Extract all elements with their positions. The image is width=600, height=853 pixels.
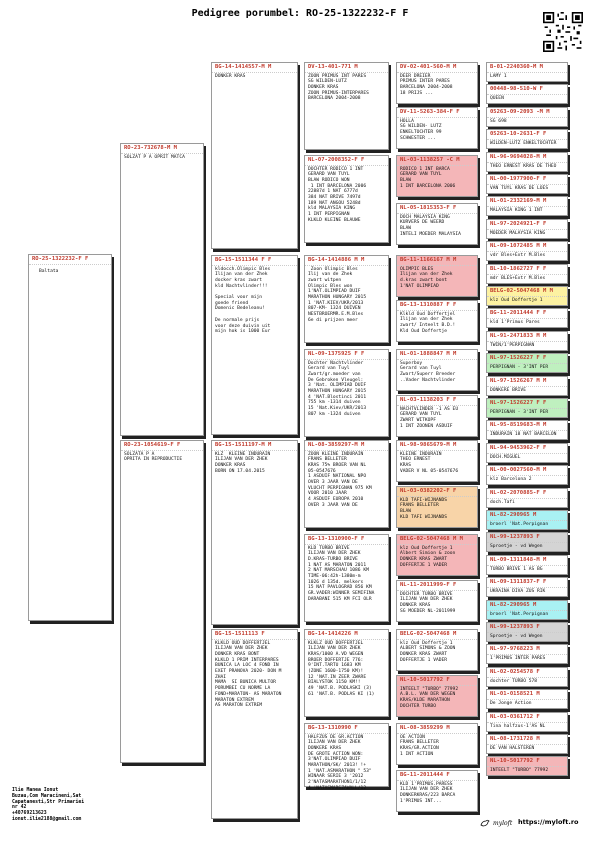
pigeon-description: broerl 'Nat.Perpignan <box>490 521 549 527</box>
pedigree-card-gen5[interactable] <box>486 62 568 82</box>
pedigree-card-gen3[interactable] <box>304 723 389 791</box>
ring-number: NL-08-1731728 M <box>487 735 567 745</box>
ring-number: NL-08-3859297-M M <box>305 441 388 451</box>
ring-number: BELG-02-5047468 M M <box>487 287 567 297</box>
ring-number: NL-00-0027560-M M <box>487 466 567 476</box>
ring-number: BL-10-1862727 F F <box>487 265 567 275</box>
pedigree-card-gen4[interactable] <box>396 255 478 297</box>
pedigree-card-gen5[interactable] <box>486 84 568 104</box>
pedigree-card-gen4[interactable] <box>396 486 478 528</box>
pigeon-description: PERPIGNAN - 3'INT PER <box>490 409 549 415</box>
ring-number: DV-13-401-771 M <box>305 63 388 73</box>
ring-number: NL-82-290965 M <box>487 511 567 521</box>
pigeon-description: INTEELT "TURBO" 77992 <box>490 767 549 773</box>
pedigree-card-gen5[interactable] <box>486 443 568 463</box>
pigeon-description: SOLZATA P A OPRITA IN REPRODUCTIE <box>124 451 183 463</box>
pigeon-description: PERPIGNAN - 3'INT PER <box>490 364 549 370</box>
ring-number: RO-23-1054619-F F <box>121 441 203 451</box>
pedigree-card-gen5[interactable] <box>486 129 568 149</box>
pedigree-card-gen5[interactable] <box>486 644 568 664</box>
pigeon-description: OLIMPIC BLES Ilijan van der Zhek d.kras zwart bont 1'NAT OLIMPIAD <box>400 266 453 289</box>
ring-number: NL-96-9694028-M M <box>487 153 567 163</box>
pigeon-description: vdr Bles+Extr M.Bles <box>490 252 546 258</box>
ring-number: NL-97-9768223 M <box>487 645 567 655</box>
ring-number: NL-02-0254578 F <box>487 668 567 678</box>
pedigree-card-gen4[interactable] <box>396 155 478 197</box>
ring-number: DV-02-401-560-M M <box>397 63 477 73</box>
logo-text: myloft <box>493 820 513 827</box>
pedigree-card-gen5[interactable] <box>486 622 568 642</box>
pedigree-card-gen5[interactable] <box>486 398 568 418</box>
pigeon-description: 1'PRIMUS INTER PARES <box>490 655 546 661</box>
ring-number: RO-23-732678-M M <box>121 144 203 154</box>
pigeon-description: KLEINE INDURAIN THEO ERNEST KRAS VADER V NL 05-0547676 <box>400 451 459 474</box>
qr-code-icon <box>543 12 583 52</box>
pigeon-description: KLZ KLEINE INDURAIN ILIJAN VAN DER ZHEK DONKER KRAS BORN ON 17.04.2015 <box>215 451 271 474</box>
ring-number: NL-97-2024921-F F <box>487 220 567 230</box>
pigeon-description: klz Oud Doffertje 1 <box>490 297 543 303</box>
pedigree-card-gen5[interactable] <box>486 465 568 485</box>
ring-number: NL-05-1815353-F F <box>397 204 477 214</box>
pedigree-card-gen4[interactable] <box>396 62 478 104</box>
pedigree-card-gen5[interactable] <box>486 420 568 440</box>
pigeon-description: Baltata <box>39 268 59 274</box>
pedigree-card-gen4[interactable] <box>396 203 478 245</box>
pigeon-description: DE VAN HALSTEREN <box>490 745 535 751</box>
pigeon-description: DOCHTER RODICO 1 INT GERARD VAN TUYL BLAW RODICO WON 1 INT BARCELONA 2006 22887d 1 NAT 6777d 384 NAT BRIVE 7497d 189 NAT ANGOU 5248d kld MALAYSIA KING 1 INT PERPIGNAN KLKLD KLEINE BLAUWE <box>308 166 367 223</box>
pedigree-card-gen4[interactable] <box>396 349 478 391</box>
pedigree-card-gen3[interactable] <box>304 155 389 243</box>
pigeon-description: klz Oud Doffertje 1 Albert Simion & zoon DONKER KRAS ZWART DOFFERTJE 1 VADER <box>400 545 456 568</box>
myloft-logo <box>480 819 512 828</box>
pigeon-description: HOLLA SG WILDEN- LUTZ ENKELTOCHTER 99 SCHWESTER ... <box>400 118 442 141</box>
ring-number: BG-14-1414886 M M <box>305 256 388 266</box>
pedigree-card-gen5[interactable] <box>486 488 568 508</box>
pigeon-description: DONKER KRAS <box>215 73 246 79</box>
pigeon-description: Sproetje - vd Wegen <box>490 543 543 549</box>
ring-number: RO-25-1322232-F F <box>29 255 111 265</box>
ring-number: NL-03-0361712 F <box>487 713 567 723</box>
ring-number: NL-95-8519683-M M <box>487 421 567 431</box>
pedigree-card-gen2[interactable] <box>211 629 298 819</box>
ring-number: NL-09-1072485 M M <box>487 242 567 252</box>
pigeon-description: DOCHTER TURBO BRIVE ILIJAN VAN DER ZHEK DONKER KRAS SG MOEDER NL-2011999 <box>400 591 456 614</box>
pigeon-description: DOCH.MIGUEL <box>490 454 521 460</box>
pedigree-card-gen4[interactable] <box>396 300 478 342</box>
pedigree-card-gen5[interactable] <box>486 107 568 127</box>
pigeon-description: MALAYSIA KING 1 INT <box>490 207 543 213</box>
pigeon-description: NACHTVLINDER -1 AS EU GERARD VAN TUYL ZWART WITKOPF 1 INT ZOONEN ASDUIF <box>400 406 459 429</box>
pigeon-description: WILDEN-LUTZ ENKELTOCHTER <box>490 140 557 146</box>
pigeon-description: TWIN/1'PERPIGNAN <box>490 342 535 348</box>
pigeon-description: KLD TURBO BRIVE ILIJAN VAN DER ZHEK D.KRAS-TURBO BRIVE 1 NAT AS MARATON 2011 2 NAT MARSCHAU 1086 KM TIME-06:42h-1380m-m 1026 d 135d. melkers 15 NAT PAVLOGRAD 856 KM GR.VADER:WINNER SEMIFINA DARABANI 515 KM FCI OLR <box>308 545 375 602</box>
pedigree-card-gen5[interactable] <box>486 152 568 172</box>
pedigree-card-gen5[interactable] <box>486 734 568 754</box>
pigeon-description: kld 1'Primus Pares <box>490 319 540 325</box>
pigeon-description: DONKERE BRIVE <box>490 387 526 393</box>
pigeon-description: TURBO BRIVE 1 AS BG <box>490 566 543 572</box>
pigeon-description: LAMY 1 <box>490 73 507 79</box>
ring-number: BG-14-1414226 M <box>305 630 388 640</box>
pedigree-card-gen4[interactable] <box>396 675 478 717</box>
ring-number: DV-11-5263-384-F F <box>397 108 477 118</box>
pedigree-card-gen4[interactable] <box>396 629 478 671</box>
pigeon-description: MOEDER MALAYSIA KING <box>490 230 546 236</box>
pigeon-description: INDURAIN 18 NAT BARCELON <box>490 431 557 437</box>
ring-number: BG-15-1511344 F F <box>212 256 297 266</box>
pedigree-card-gen5[interactable] <box>486 689 568 709</box>
pigeon-icon <box>480 819 490 828</box>
ring-number: NL-10-5017792 F <box>397 676 477 686</box>
pedigree-card-gen3[interactable] <box>304 440 389 528</box>
ring-number: BG-15-1511197-M M <box>212 441 297 451</box>
ring-number: NL-99-1237893 F <box>487 623 567 633</box>
pedigree-card-gen4[interactable] <box>396 723 478 765</box>
pedigree-card-gen5[interactable] <box>486 376 568 396</box>
pigeon-description: KLKLZ OUD DOFFERTJEL ILIJAN VAN DER ZHEK KRAS/1000 A.VD WEGEN BROER DOFFERTJE 776: 9'INT.TARTU 1683 KM (ZONE 1600-1750 KM)! 12 'NAT.IN ZEER ZWARE BIALYSTOK 1150 KM!! 49 'NAT.B. PODLASKI (3) 61 'NAT.B. PODLAS KI (1) <box>308 640 375 697</box>
pedigree-card-gen5[interactable] <box>486 510 568 530</box>
pigeon-description: INTEELT "TURBO" 77992 A.B.L. VAN DER WEGEN KRAS/KLDE MARATHON DOCHTER TURBO <box>400 686 459 709</box>
pigeon-description: ZOON KLEINE INDURAIN FRANS BELLETER KRAS 75% BROER VAN NL 05-0547676 1 ASDUIF NATIONAL NPO OVER 3 JAAR VAN DE VLUCHT PERPIGNAN 975 KM VOOR 2010 JAAR 4 ASDUIF EUROPA 2010 OVER 3 JAAR VAN DE <box>308 451 372 508</box>
pedigree-card-gen5[interactable] <box>486 241 568 261</box>
pigeon-description: broerl 'Nat.Perpignan <box>490 611 549 617</box>
pigeon-description: KLD TAFI-WIJNANDS FRANS BELLETER BLAW KLD TAFI WIJNANDS <box>400 497 448 520</box>
pedigree-card-gen5[interactable] <box>486 667 568 687</box>
pedigree-card-gen5[interactable] <box>486 532 568 552</box>
ring-number: NL-09-1311837-F F <box>487 578 567 588</box>
pigeon-description: Klkld Oud Doffertjel Ilijan van der Zhek zwart/ Inteelt B.D.! Kld Oud Doffertje <box>400 311 456 334</box>
pedigree-card-gen5[interactable] <box>486 219 568 239</box>
ring-number: BELG-02-5047468 M M <box>397 535 477 545</box>
website-link[interactable]: https://myloft.ro <box>518 818 579 826</box>
pigeon-description: SOLZAT P A OPRIT MATCA <box>124 154 185 160</box>
pedigree-card-gen4[interactable] <box>396 580 478 622</box>
pedigree-card-gen2[interactable] <box>211 440 298 625</box>
ring-number: BG-13-1310900-F F <box>305 535 388 545</box>
pedigree-card-gen3[interactable] <box>304 349 389 437</box>
pigeon-description: VAN TUYL KRAS DE LOES <box>490 185 549 191</box>
ring-number: NL-97-1526267 M M <box>487 377 567 387</box>
pigeon-description: SG 698 <box>490 118 507 124</box>
ring-number: BG-11-2011444 F F <box>487 309 567 319</box>
pedigree-card-gen1[interactable] <box>120 143 204 436</box>
ring-number: 00448-98-510-W F <box>487 85 567 95</box>
ring-number: NL-99-1237893 F <box>487 533 567 543</box>
ring-number: NL-01-0158521 M <box>487 690 567 700</box>
ring-number: NL-01-1888847 M M <box>397 350 477 360</box>
pigeon-description: dochter TURBO 578 <box>490 678 538 684</box>
pigeon-description: KLKLD OUD DOFFERTJEL ILIJAN VAN DER ZHEK DONKER KRAS BONT KLKLD 1 PRIM INTERPARES BUNICA LA LOC 4 FOND IN EXET PRANOVA 2020- DON M ZHAI MAMA SI BUNICA MULTOR PORUMBEI CU NORME LA FOND+MARATON- AS MARATON MARATON EXTREM AS MARATON EXTREM <box>215 640 282 709</box>
pigeon-description: KLD 1'PRIMUS.PARESS ILIJAN VAN DER ZHEK DONKERKRAS/223 BARCA 1'PRIMUS INT... <box>400 781 456 804</box>
pigeon-description: Tina halfzus-1'AS NL <box>490 723 546 729</box>
ring-number: NL-02-2070885-F F <box>487 489 567 499</box>
pedigree-card-gen5[interactable] <box>486 331 568 351</box>
ring-number: BG-11-2011444 F <box>397 771 477 781</box>
pedigree-card-gen4[interactable] <box>396 534 478 576</box>
ring-number: NL-07-2008352-F F <box>305 156 388 166</box>
ring-number: BG-14-1414557-M M <box>212 63 297 73</box>
owner-info: Ilie Manea Ionut Buzau,Com Maracineni,Sat Capatanesti,Str Primariei nr 42 +40769213623 ionut.ilie2188@gmail.com <box>12 788 85 822</box>
pigeon-description: De Jonge Action <box>490 700 532 706</box>
pedigree-card-gen3[interactable] <box>304 629 389 717</box>
ring-number: BG-15-1511113 F <box>212 630 297 640</box>
pigeon-description: THEO ERNEST KRAS DE THEO <box>490 163 557 169</box>
ring-number: NL-82-290965 M <box>487 601 567 611</box>
pigeon-description: Zoon Olimpic Bles Ilij van de Zhek zwart witpen Olimpic Bles won 1'NAT.OLIMPIAD DUIF MARATHON HUNGARY 2015 1 'NAT.KIEV/UKR/2013 807-KM- 1324 DUIVEN NESTBROERMR.E.M.Bles 6e di prijzen meer <box>308 266 367 323</box>
pigeon-description: DEER DREIER PRIMUS INTER PARES BARCELONA 2004-2008 18 PRIJS ... <box>400 73 453 96</box>
pedigree-card-gen4[interactable] <box>396 395 478 437</box>
ring-number: NL-03-1138203 F F <box>397 396 477 406</box>
pedigree-card-gen2[interactable] <box>211 62 298 249</box>
pigeon-description: HALFZUS DE GR.ACTION ILIJAN VAN DER ZHEK DONKERE KRAS DE GROTE ACTION WON: 3'NAT.OLIMPIAD DUIF MARATHON/SK/ 2013! !+ 1 'NAT.ASMARATHON " 53" WINAAR SERIE 3 '2012 2'NATASMARATHON1/1/12 4 'NATASMARSZAWALL/12 <box>308 734 372 791</box>
pigeon-description: Sproetje - vd Wegen <box>490 633 543 639</box>
pedigree-card-gen5[interactable] <box>486 308 568 328</box>
page-title: Pedigree porumbel: RO-25-1322232-F F <box>191 8 409 19</box>
pigeon-description: QUEEN <box>490 95 504 101</box>
pigeon-description: ZOON PRIMUS INT PARES SG WILDEN-LUTZ DONKER KRAS ZOON PRIMUS-INTERPARES BARCELONA 2004-2008 <box>308 73 369 102</box>
ring-number: NL-09-1311848-M M <box>487 556 567 566</box>
ring-number: BG-13-1310990 F <box>305 724 388 734</box>
pedigree-card-gen1[interactable] <box>120 440 204 763</box>
pedigree-card-gen3[interactable] <box>304 255 389 343</box>
ring-number: BG-11-1166167 M M <box>397 256 477 266</box>
ring-number: NL-00-1977900-F F <box>487 175 567 185</box>
ring-number: NL-03-1138257 -C M <box>397 156 477 166</box>
pigeon-description: doch.Tafi <box>490 499 515 505</box>
ring-number: NL-03-0382202-F F <box>397 487 477 497</box>
pigeon-description: klz Oud Doffertje 1 ALBERT SIMONS & ZOON DONKER KRAS ZWART DOFFERTJE 1 VADER <box>400 640 456 663</box>
ring-number: BG-13-1310887 F F <box>397 301 477 311</box>
pedigree-card-gen5[interactable] <box>486 712 568 732</box>
pedigree-card-subject[interactable] <box>28 254 112 621</box>
pigeon-description: klz Barcelona 2 <box>490 476 532 482</box>
ring-number: NL-08-3859299 M <box>397 724 477 734</box>
pigeon-description: mdr BLES+Extr M.Bles <box>490 275 546 281</box>
ring-number: NL-01-2332169-M M <box>487 197 567 207</box>
pigeon-description: UKRAINA DIVA ZUS RIK <box>490 588 546 594</box>
pedigree-card-gen5[interactable] <box>486 264 568 284</box>
ring-number: NL-11-2011999-F F <box>397 581 477 591</box>
pedigree-card-gen5[interactable] <box>486 286 568 306</box>
pedigree-card-gen5[interactable] <box>486 555 568 575</box>
pedigree-card-gen5[interactable] <box>486 756 568 776</box>
pedigree-card-gen5[interactable] <box>486 600 568 620</box>
pigeon-description: Superboy Gerard van Tuyl Zwart/Superr Breeder ..Vader Nachtvlinder <box>400 360 456 383</box>
ring-number: 05263-09-2093 -M M <box>487 108 567 118</box>
pedigree-card-gen5[interactable] <box>486 353 568 373</box>
pigeon-description: DOCH MALAYSIA KING KURVERS DE WEERD BLAW INTELI MOEDER MALAYSIA <box>400 214 461 237</box>
pedigree-card-gen4[interactable] <box>396 107 478 149</box>
ring-number: B-01-2240360-M M <box>487 63 567 73</box>
pedigree-card-gen5[interactable] <box>486 174 568 194</box>
ring-number: NL-10-5017792 F <box>487 757 567 767</box>
pedigree-card-gen4[interactable] <box>396 440 478 482</box>
ring-number: 05263-10-2631-F F <box>487 130 567 140</box>
pedigree-card-gen2[interactable] <box>211 255 298 435</box>
pigeon-description: Dochter Nachtvlinder Gerard van Tuyl Zwart/gr.moeder van De Gebroken Vleugel: 3 'Nat. OLIMPIAD DUIF MARATHON HUNGARY 2015 4 'NAT.Blostinci 2011 755 km -1314 duiven 15 'Nat.Kiev/UKR/2013 807 km -1324 duiven <box>308 360 367 417</box>
ring-number: NL-09-1375925 F F <box>305 350 388 360</box>
ring-number: NL-98-9865679-M M <box>397 441 477 451</box>
pedigree-card-gen3[interactable] <box>304 62 389 150</box>
ring-number: NL-97-1526227 F F <box>487 399 567 409</box>
pedigree-card-gen5[interactable] <box>486 577 568 597</box>
pedigree-card-gen4[interactable] <box>396 770 478 812</box>
ring-number: BELG-02-5047468 M <box>397 630 477 640</box>
ring-number: NL-97-1526227 F F <box>487 354 567 364</box>
pigeon-description: kldocch.Olimpic Bles Ilijan van der Zhek docker kras zwart kld Nachtvlinder!!! Special voor mijn goede friend Domenic Bedeleanu! De normale prijs voor deze duivin uit mijn hok is 1000 Eur <box>215 266 271 335</box>
pedigree-card-gen5[interactable] <box>486 196 568 216</box>
ring-number: NL-91-2471833 M M <box>487 332 567 342</box>
pigeon-description: RODICO 1 INT BARCA GERARD VAN TUYL BLAW 1 INT BARCELONA 2006 <box>400 166 456 189</box>
pigeon-description: OE ACTION FRANS BELLETER KRAS/GR.ACTION 1 INT ACTION <box>400 734 439 757</box>
ring-number: NL-94-9453962-F F <box>487 444 567 454</box>
pedigree-card-gen3[interactable] <box>304 534 389 622</box>
